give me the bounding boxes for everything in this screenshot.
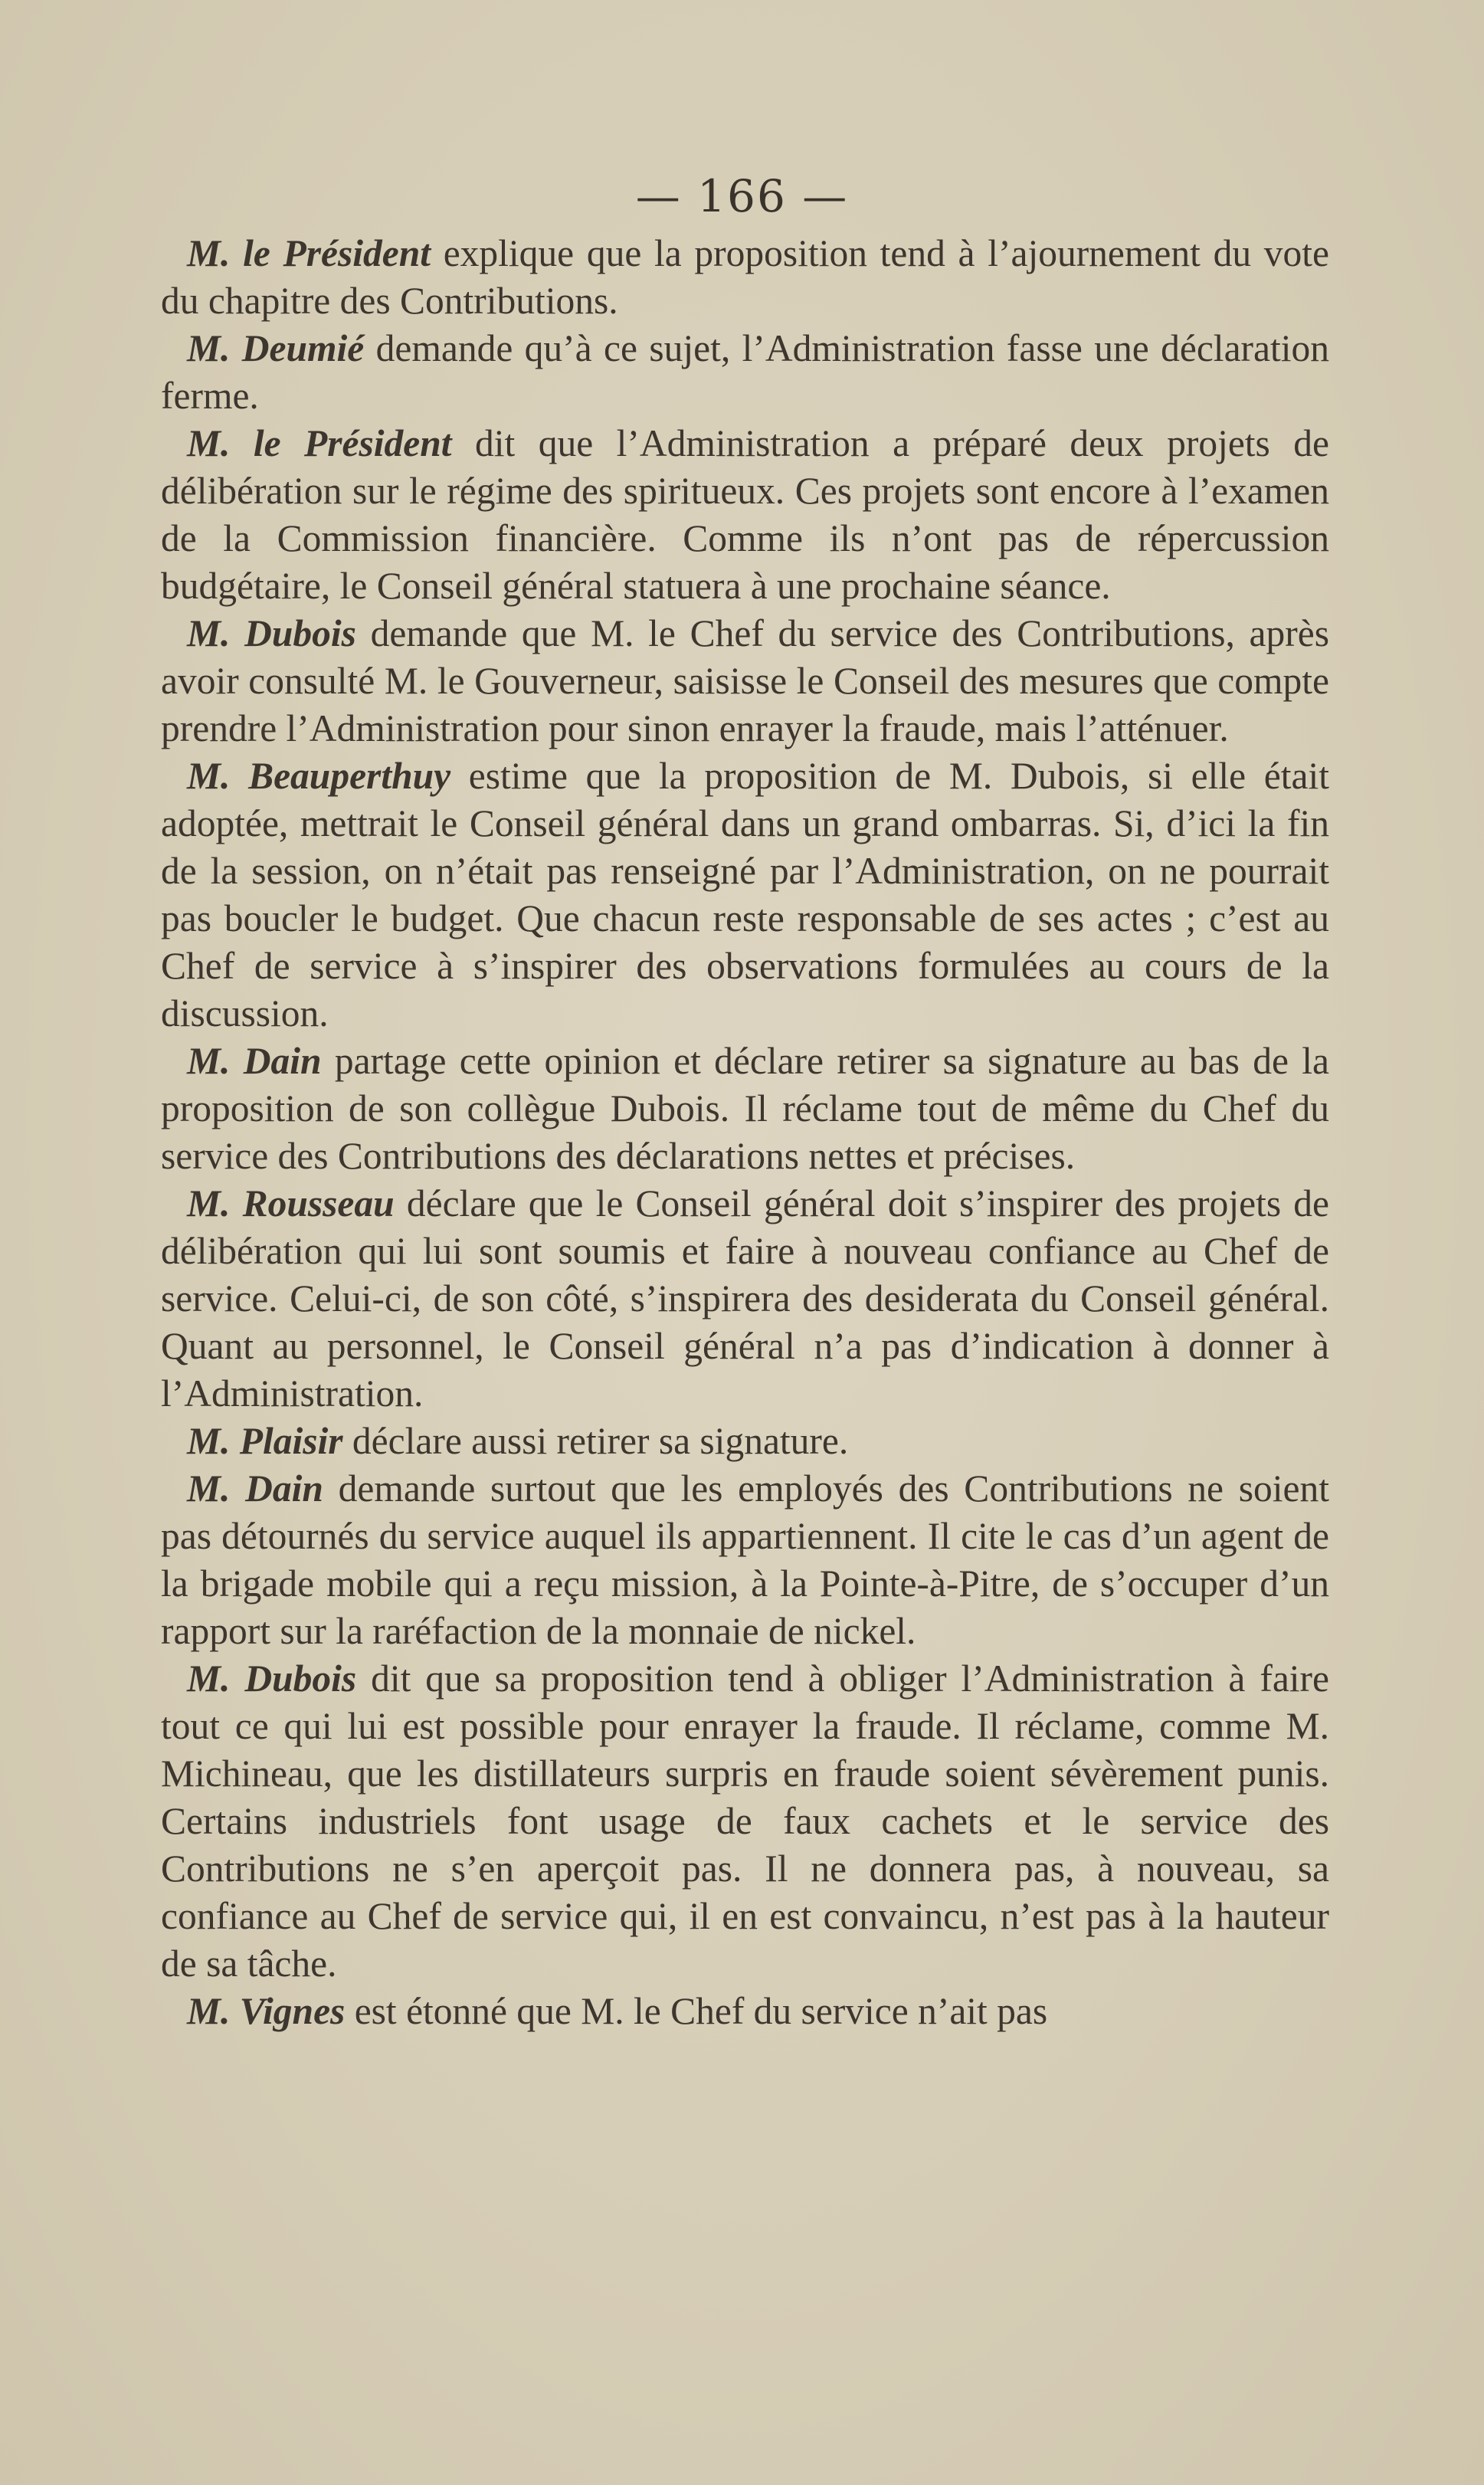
paragraph-text: partage cette opinion et déclare retirer sa signature au bas de la proposition de son collègue Dubois. Il réclame tout de même du Chef du service des Contributions des déclarations nettes et précises. [161, 1040, 1330, 1177]
paragraph-text: déclare aussi retirer sa signature. [342, 1420, 849, 1462]
paragraph [161, 1988, 1329, 2035]
paragraph-text: estime que la proposition de M. Dubois, si elle était adoptée, mettrait le Conseil général dans un grand ombarras. Si, d’ici la fin de la session, on n’était pas renseigné par l’Administration, on ne pourrait pas boucler le budget. Que chacun reste responsable de ses actes ; c’est au Chef de service à s’inspirer des observations formulées au cours de la discussion. [161, 755, 1329, 1034]
page-number: — 166 — [635, 170, 849, 222]
paragraph [161, 1038, 1329, 1180]
speaker-name: M. Dain [187, 1040, 322, 1082]
paragraph [161, 420, 1329, 610]
paragraph-text: demande surtout que les employés des Contributions ne soient pas détournés du service auquel ils appartiennent. Il cite le cas d’un agent de la brigade mobile qui a reçu mission, à la Pointe-à-Pitre, de s’occuper d’un rapport sur la raréfaction de la monnaie de nickel. [161, 1467, 1329, 1652]
speaker-name: M. Plaisir [187, 1420, 343, 1462]
speaker-name: M. le Président [187, 232, 431, 274]
paragraph-text: demande qu’à ce sujet, l’Administration fasse une déclaration ferme. [161, 327, 1329, 417]
speaker-name: M. Beauperthuy [187, 755, 451, 797]
speaker-name: M. Rousseau [187, 1182, 395, 1224]
paragraph-text: dit que sa proposition tend à obliger l’Administration à faire tout ce qui lui est possible pour enrayer la fraude. Il réclame, comme M. Michineau, que les distillateurs surpris en fraude soient sévèrement punis. Certains industriels font usage de faux cachets et le service des Contributions ne s’en aperçoit pas. Il ne donnera pas, à nouveau, sa confiance au Chef de service qui, il en est convaincu, n’est pas à la hauteur de sa tâche. [161, 1657, 1329, 1985]
speaker-name: M. Dain [187, 1467, 323, 1510]
paragraph-text: est étonné que M. le Chef du service n’ait pas [345, 1990, 1048, 2032]
paragraph [161, 325, 1329, 420]
paragraph-text: dit que l’Administration a préparé deux projets de délibération sur le régime des spiritueux. Ces projets sont encore à l’examen de la Commission financière. Comme ils n’ont pas de répercussion budgétaire, le Conseil général statuera à une prochaine séance. [161, 422, 1329, 607]
speaker-name: M. Deumié [187, 327, 365, 369]
paragraph-text: explique que la proposition tend à l’ajournement du vote du chapitre des Contributions. [161, 232, 1329, 322]
paragraph [161, 1465, 1329, 1655]
paragraph [161, 230, 1329, 325]
minutes-text [161, 230, 1329, 2035]
speaker-name: M. Vignes [187, 1990, 346, 2032]
speaker-name: M. Dubois [187, 1657, 357, 1700]
paragraph [161, 1180, 1329, 1418]
paragraph-text: déclare que le Conseil général doit s’inspirer des projets de délibération qui lui sont soumis et faire à nouveau confiance au Chef de service. Celui-ci, de son côté, s’inspirera des desiderata du Conseil général. Quant au personnel, le Conseil général n’a pas d’indication à donner à l’Administration. [161, 1182, 1329, 1415]
speaker-name: M. le Président [187, 422, 452, 464]
paragraph [161, 610, 1329, 752]
paragraph [161, 752, 1329, 1038]
paragraph [161, 1655, 1329, 1988]
paragraph [161, 1418, 1329, 1465]
speaker-name: M. Dubois [187, 612, 356, 654]
paragraph-text: demande que M. le Chef du service des Contributions, après avoir consulté M. le Gouverneur, saisisse le Conseil des mesures que compte prendre l’Administration pour sinon enrayer la fraude, mais l’atténuer. [161, 612, 1329, 749]
